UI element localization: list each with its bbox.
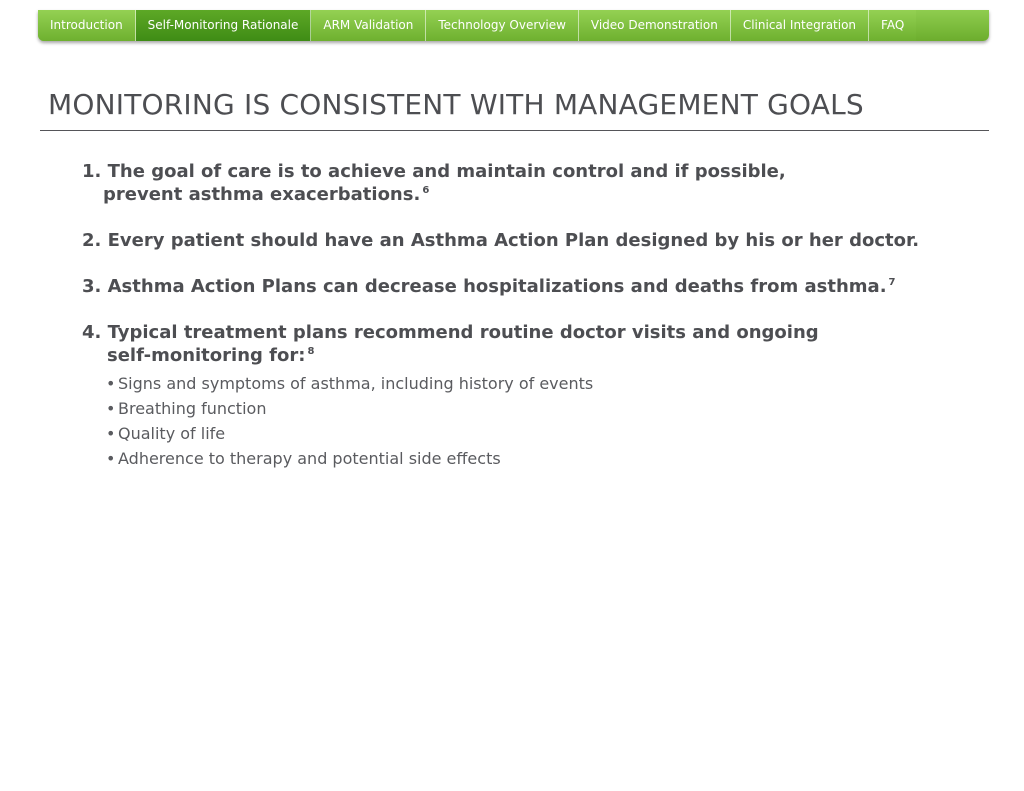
point-4-line1: 4. Typical treatment plans recommend routine doctor visits and ongoing <box>82 322 819 343</box>
bullet-dot-icon: • <box>106 449 116 468</box>
reference-6: 6 <box>422 185 430 196</box>
point-4-line2-text: self-monitoring for: <box>107 345 306 366</box>
point-2 <box>82 229 982 252</box>
list-item <box>106 446 982 471</box>
tab-label: Technology Overview <box>438 18 566 32</box>
list-item <box>106 421 982 446</box>
top-nav-tabs <box>38 10 989 41</box>
tab-label: Video Demonstration <box>590 18 718 32</box>
point-4 <box>82 321 982 367</box>
reference-7: 7 <box>888 277 896 288</box>
point-1 <box>82 160 982 206</box>
tab-video-demonstration[interactable] <box>579 10 731 41</box>
tab-faq[interactable] <box>869 10 916 41</box>
list-item-text: Adherence to therapy and potential side effects <box>118 449 501 468</box>
tab-technology-overview[interactable] <box>426 10 579 41</box>
slide-content <box>82 160 982 471</box>
bullet-dot-icon: • <box>106 374 116 393</box>
tab-label: Introduction <box>50 18 123 32</box>
tab-self-monitoring-rationale[interactable] <box>136 10 312 41</box>
self-monitoring-list <box>82 371 982 471</box>
tab-arm-validation[interactable] <box>311 10 426 41</box>
tab-introduction[interactable] <box>38 10 136 41</box>
tab-label: FAQ <box>881 18 905 32</box>
tab-label: ARM Validation <box>323 18 414 32</box>
title-divider <box>40 130 989 131</box>
point-1-line1: 1. The goal of care is to achieve and maintain control and if possible, <box>82 161 786 182</box>
point-1-line2-text: prevent asthma exacerbations. <box>103 184 421 205</box>
tab-label: Clinical Integration <box>742 18 857 32</box>
page-title: MONITORING IS CONSISTENT WITH MANAGEMENT GOALS <box>48 88 864 121</box>
list-item-text: Signs and symptoms of asthma, including history of events <box>118 374 594 393</box>
tab-clinical-integration[interactable] <box>731 10 869 41</box>
list-item-text: Quality of life <box>118 424 226 443</box>
point-3-line1: 3. Asthma Action Plans can decrease hospitalizations and deaths from asthma. <box>82 276 887 297</box>
list-item-text: Breathing function <box>118 399 267 418</box>
point-4-line2 <box>82 344 982 367</box>
list-item <box>106 396 982 421</box>
point-2-line1: 2. Every patient should have an Asthma Action Plan designed by his or her doctor. <box>82 230 920 251</box>
list-item <box>106 371 982 396</box>
bullet-dot-icon: • <box>106 424 116 443</box>
reference-8: 8 <box>307 346 315 357</box>
point-3 <box>82 275 982 298</box>
point-1-line2 <box>82 183 982 206</box>
bullet-dot-icon: • <box>106 399 116 418</box>
tab-label: Self-Monitoring Rationale <box>147 18 299 32</box>
